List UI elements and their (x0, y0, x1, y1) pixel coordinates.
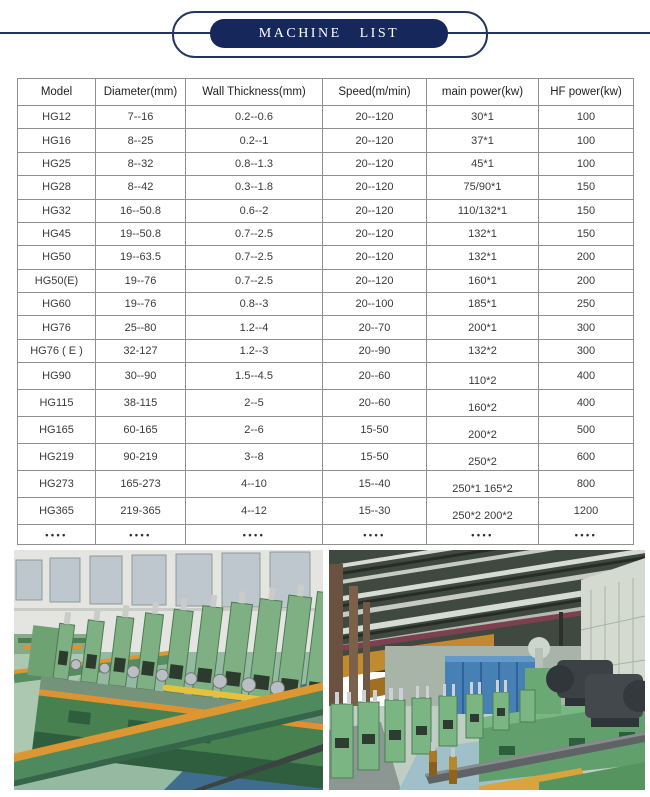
table-cell: 165-273 (96, 471, 186, 498)
table-cell: 132*1 (427, 246, 539, 269)
table-cell: •••• (18, 525, 96, 545)
table-cell: 15-50 (323, 444, 427, 471)
table-cell: 200 (539, 246, 634, 269)
table-cell: HG365 (18, 498, 96, 525)
table-row (18, 444, 634, 471)
column-header: HF power(kw) (539, 79, 634, 106)
table-row (18, 417, 634, 444)
table-cell: HG115 (18, 390, 96, 417)
table-cell: 20--70 (323, 316, 427, 339)
table-cell: 250*2 200*2 (427, 498, 539, 525)
table-cell: HG273 (18, 471, 96, 498)
table-cell: 3--8 (186, 444, 323, 471)
table-cell: •••• (427, 525, 539, 545)
table-cell: 110/132*1 (427, 199, 539, 222)
table-cell: 100 (539, 129, 634, 152)
column-header: Diameter(mm) (96, 79, 186, 106)
table-cell: •••• (323, 525, 427, 545)
table-cell: 90-219 (96, 444, 186, 471)
table-cell: HG50(E) (18, 269, 96, 292)
table-row (18, 246, 634, 269)
table-cell: 30*1 (427, 106, 539, 129)
table-cell: 32-127 (96, 339, 186, 362)
table-cell: 20--120 (323, 152, 427, 175)
table-cell: 0.6--2 (186, 199, 323, 222)
table-cell: 600 (539, 444, 634, 471)
table-cell: 150 (539, 222, 634, 245)
table-cell: 19--76 (96, 293, 186, 316)
table-cell: 160*1 (427, 269, 539, 292)
table-cell: 132*1 (427, 222, 539, 245)
table-row (18, 199, 634, 222)
table-cell: 150 (539, 176, 634, 199)
table-row (18, 525, 634, 545)
table-cell: 30--90 (96, 363, 186, 390)
table-header (18, 79, 634, 106)
table-cell: HG12 (18, 106, 96, 129)
table-cell: •••• (186, 525, 323, 545)
table-cell: 0.7--2.5 (186, 246, 323, 269)
table-cell: 20--120 (323, 129, 427, 152)
table-cell: 20--120 (323, 246, 427, 269)
table-cell: 0.2--0.6 (186, 106, 323, 129)
table-cell: 250*1 165*2 (427, 471, 539, 498)
table-row (18, 129, 634, 152)
table-cell: 200 (539, 269, 634, 292)
column-header: main power(kw) (427, 79, 539, 106)
table-cell: 400 (539, 390, 634, 417)
table-row (18, 293, 634, 316)
table-cell: 25--80 (96, 316, 186, 339)
table-cell: 250 (539, 293, 634, 316)
table-cell: 16--50.8 (96, 199, 186, 222)
table-cell: 20--120 (323, 199, 427, 222)
table-row (18, 222, 634, 245)
table-row (18, 316, 634, 339)
table-header-row (18, 79, 634, 106)
factory-photo-right (329, 550, 645, 790)
column-header: Model (18, 79, 96, 106)
table-cell: HG45 (18, 222, 96, 245)
table-cell: 100 (539, 106, 634, 129)
table-cell: 19--50.8 (96, 222, 186, 245)
table-cell: 132*2 (427, 339, 539, 362)
table-cell: 4--10 (186, 471, 323, 498)
table-cell: HG76 ( E ) (18, 339, 96, 362)
table-cell: 20--120 (323, 269, 427, 292)
table-cell: 500 (539, 417, 634, 444)
table-cell: HG219 (18, 444, 96, 471)
machine-spec-table (17, 78, 634, 545)
table-cell: 110*2 (427, 363, 539, 390)
table-cell: 0.7--2.5 (186, 269, 323, 292)
table-cell: 150 (539, 199, 634, 222)
tube-mill-line-illustration (14, 550, 323, 790)
table-cell: 219-365 (96, 498, 186, 525)
table-cell: 75/90*1 (427, 176, 539, 199)
table-cell: 1200 (539, 498, 634, 525)
table-cell: 45*1 (427, 152, 539, 175)
table-cell: •••• (96, 525, 186, 545)
column-header: Wall Thickness(mm) (186, 79, 323, 106)
table-body (18, 106, 634, 545)
table-cell: 20--120 (323, 106, 427, 129)
table-row (18, 176, 634, 199)
table-cell: 0.2--1 (186, 129, 323, 152)
table-cell: 250*2 (427, 444, 539, 471)
table-cell: 4--12 (186, 498, 323, 525)
table-cell: 7--16 (96, 106, 186, 129)
table-row (18, 471, 634, 498)
table-cell: 1.5--4.5 (186, 363, 323, 390)
table-cell: HG32 (18, 199, 96, 222)
table-cell: 60-165 (96, 417, 186, 444)
table-cell: 20--100 (323, 293, 427, 316)
table-row (18, 498, 634, 525)
table-cell: 185*1 (427, 293, 539, 316)
table-row (18, 269, 634, 292)
table-cell: 400 (539, 363, 634, 390)
table-row (18, 390, 634, 417)
table-cell: •••• (539, 525, 634, 545)
table-cell: 15--40 (323, 471, 427, 498)
table-row (18, 339, 634, 362)
table-cell: 300 (539, 339, 634, 362)
table-cell: 20--90 (323, 339, 427, 362)
table-row (18, 152, 634, 175)
table-cell: 200*2 (427, 417, 539, 444)
table-cell: 1.2--3 (186, 339, 323, 362)
table-cell: 800 (539, 471, 634, 498)
table-cell: 8--32 (96, 152, 186, 175)
table-cell: 8--25 (96, 129, 186, 152)
table-cell: 1.2--4 (186, 316, 323, 339)
table-cell: HG16 (18, 129, 96, 152)
factory-interior-illustration (329, 550, 645, 790)
table-cell: 0.3--1.8 (186, 176, 323, 199)
table-cell: 0.8--3 (186, 293, 323, 316)
table-row (18, 106, 634, 129)
factory-photo-left (14, 550, 323, 790)
table-cell: HG165 (18, 417, 96, 444)
table-cell: 19--63.5 (96, 246, 186, 269)
table-cell: HG76 (18, 316, 96, 339)
table-cell: 0.8--1.3 (186, 152, 323, 175)
table-cell: 100 (539, 152, 634, 175)
table-cell: 300 (539, 316, 634, 339)
table-cell: 37*1 (427, 129, 539, 152)
table-cell: HG28 (18, 176, 96, 199)
table-cell: 19--76 (96, 269, 186, 292)
table-cell: 8--42 (96, 176, 186, 199)
table-cell: 20--120 (323, 222, 427, 245)
page-title: MACHINE LIST (210, 19, 448, 48)
column-header: Speed(m/min) (323, 79, 427, 106)
table-cell: 15-50 (323, 417, 427, 444)
table-cell: 0.7--2.5 (186, 222, 323, 245)
table-cell: HG50 (18, 246, 96, 269)
table-cell: 20--60 (323, 363, 427, 390)
table-cell: 2--5 (186, 390, 323, 417)
table-cell: 38-115 (96, 390, 186, 417)
table-cell: 20--120 (323, 176, 427, 199)
table-cell: HG90 (18, 363, 96, 390)
table-cell: 20--60 (323, 390, 427, 417)
table-cell: HG25 (18, 152, 96, 175)
table-cell: 2--6 (186, 417, 323, 444)
table-cell: HG60 (18, 293, 96, 316)
table-cell: 160*2 (427, 390, 539, 417)
table-cell: 200*1 (427, 316, 539, 339)
table-row (18, 363, 634, 390)
table-cell: 15--30 (323, 498, 427, 525)
